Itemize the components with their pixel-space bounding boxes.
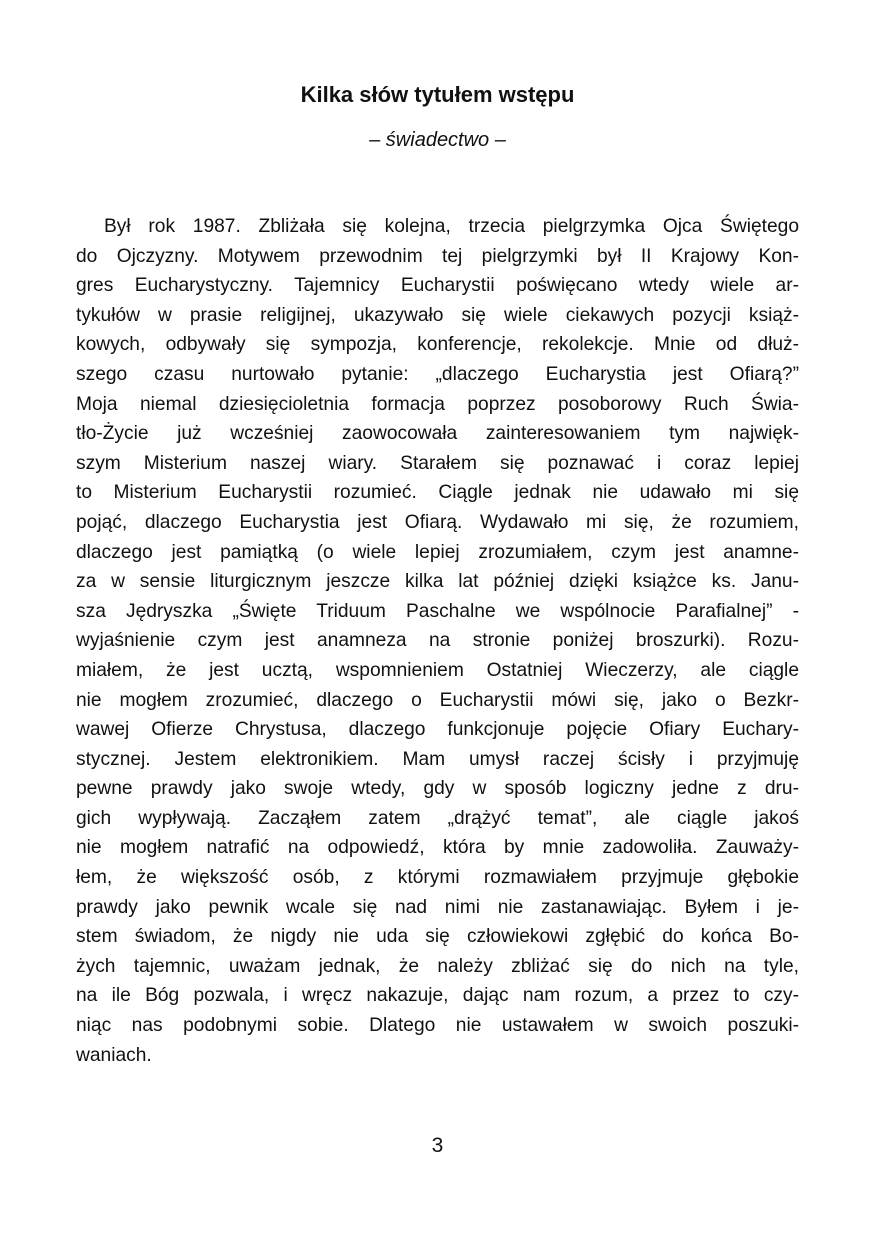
text-line: pewne prawdy jako swoje wtedy, gdy w sposób logiczny jedne z dru- <box>76 778 799 800</box>
text-line: gich wypływają. Zacząłem zatem „drążyć temat”, ale ciągle jakoś <box>76 807 799 829</box>
text-line: wawej Ofierze Chrystusa, dlaczego funkcjonuje pojęcie Ofiary Euchary- <box>76 719 799 741</box>
text-line: łem, że większość osób, z którymi rozmawiałem przyjmuje głębokie <box>76 867 799 889</box>
text-line: waniach. <box>76 1044 152 1066</box>
body-paragraph <box>76 212 799 1070</box>
text-line: żych tajemnic, uważam jednak, że należy zbliżać się do nich na tyle, <box>76 955 799 977</box>
page-number: 3 <box>431 1134 444 1157</box>
text-line: do Ojczyzny. Motywem przewodnim tej pielgrzymki był II Krajowy Kon- <box>76 245 799 267</box>
text-line: szym Misterium naszej wiary. Starałem się poznawać i coraz lepiej <box>76 452 799 474</box>
chapter-title: Kilka słów tytułem wstępu <box>300 82 575 107</box>
text-line: tło-Życie już wcześniej zaowocowała zainteresowaniem tym najwięk- <box>76 423 799 445</box>
text-line: miałem, że jest ucztą, wspomnieniem Ostatniej Wieczerzy, ale ciągle <box>76 659 799 681</box>
text-line: stycznej. Jestem elektronikiem. Mam umysł raczej ścisły i przyjmuję <box>76 748 799 770</box>
text-line: sza Jędryszka „Święte Triduum Paschalne we wspólnocie Parafialnej” - <box>76 600 799 622</box>
text-line: za w sensie liturgicznym jeszcze kilka lat później dzięki książce ks. Janu- <box>76 571 799 593</box>
text-line: nie mogłem zrozumieć, dlaczego o Eucharystii mówi się, jako o Bezkr- <box>76 689 799 711</box>
text-line: na ile Bóg pozwala, i wręcz nakazuje, dając nam rozum, a przez to czy- <box>76 985 799 1007</box>
text-line: nie mogłem natrafić na odpowiedź, która by mnie zadowoliła. Zauważy- <box>76 837 799 859</box>
text-line: dlaczego jest pamiątką (o wiele lepiej zrozumiałem, czym jest anamne- <box>76 541 799 563</box>
text-line: kowych, odbywały się sympozja, konferencje, rekolekcje. Mnie od dłuż- <box>76 334 799 356</box>
text-line: gres Eucharystyczny. Tajemnicy Eucharystii poświęcano wtedy wiele ar- <box>76 275 799 297</box>
text-line: niąc nas podobnymi sobie. Dlatego nie ustawałem w swoich poszuki- <box>76 1015 799 1037</box>
chapter-subtitle: – świadectwo – <box>369 129 506 151</box>
text-line: prawdy jako pewnik wcale się nad nimi nie zastanawiając. Byłem i je- <box>76 896 799 918</box>
text-line: to Misterium Eucharystii rozumieć. Ciągle jednak nie udawało mi się <box>76 482 799 504</box>
text-line: stem świadom, że nigdy nie uda się człowiekowi zgłębić do końca Bo- <box>76 926 799 948</box>
text-line: szego czasu nurtowało pytanie: „dlaczego Eucharystia jest Ofiarą?” <box>76 363 799 385</box>
text-line: Moja niemal dziesięcioletnia formacja poprzez posoborowy Ruch Świa- <box>76 393 799 415</box>
text-line: tykułów w prasie religijnej, ukazywało się wiele ciekawych pozycji książ- <box>76 304 799 326</box>
text-line: wyjaśnienie czym jest anamneza na stronie poniżej broszurki). Rozu- <box>76 630 799 652</box>
text-line: Był rok 1987. Zbliżała się kolejna, trzecia pielgrzymka Ojca Świętego <box>104 216 799 237</box>
text-line: pojąć, dlaczego Eucharystia jest Ofiarą. Wydawało mi się, że rozumiem, <box>76 511 799 533</box>
